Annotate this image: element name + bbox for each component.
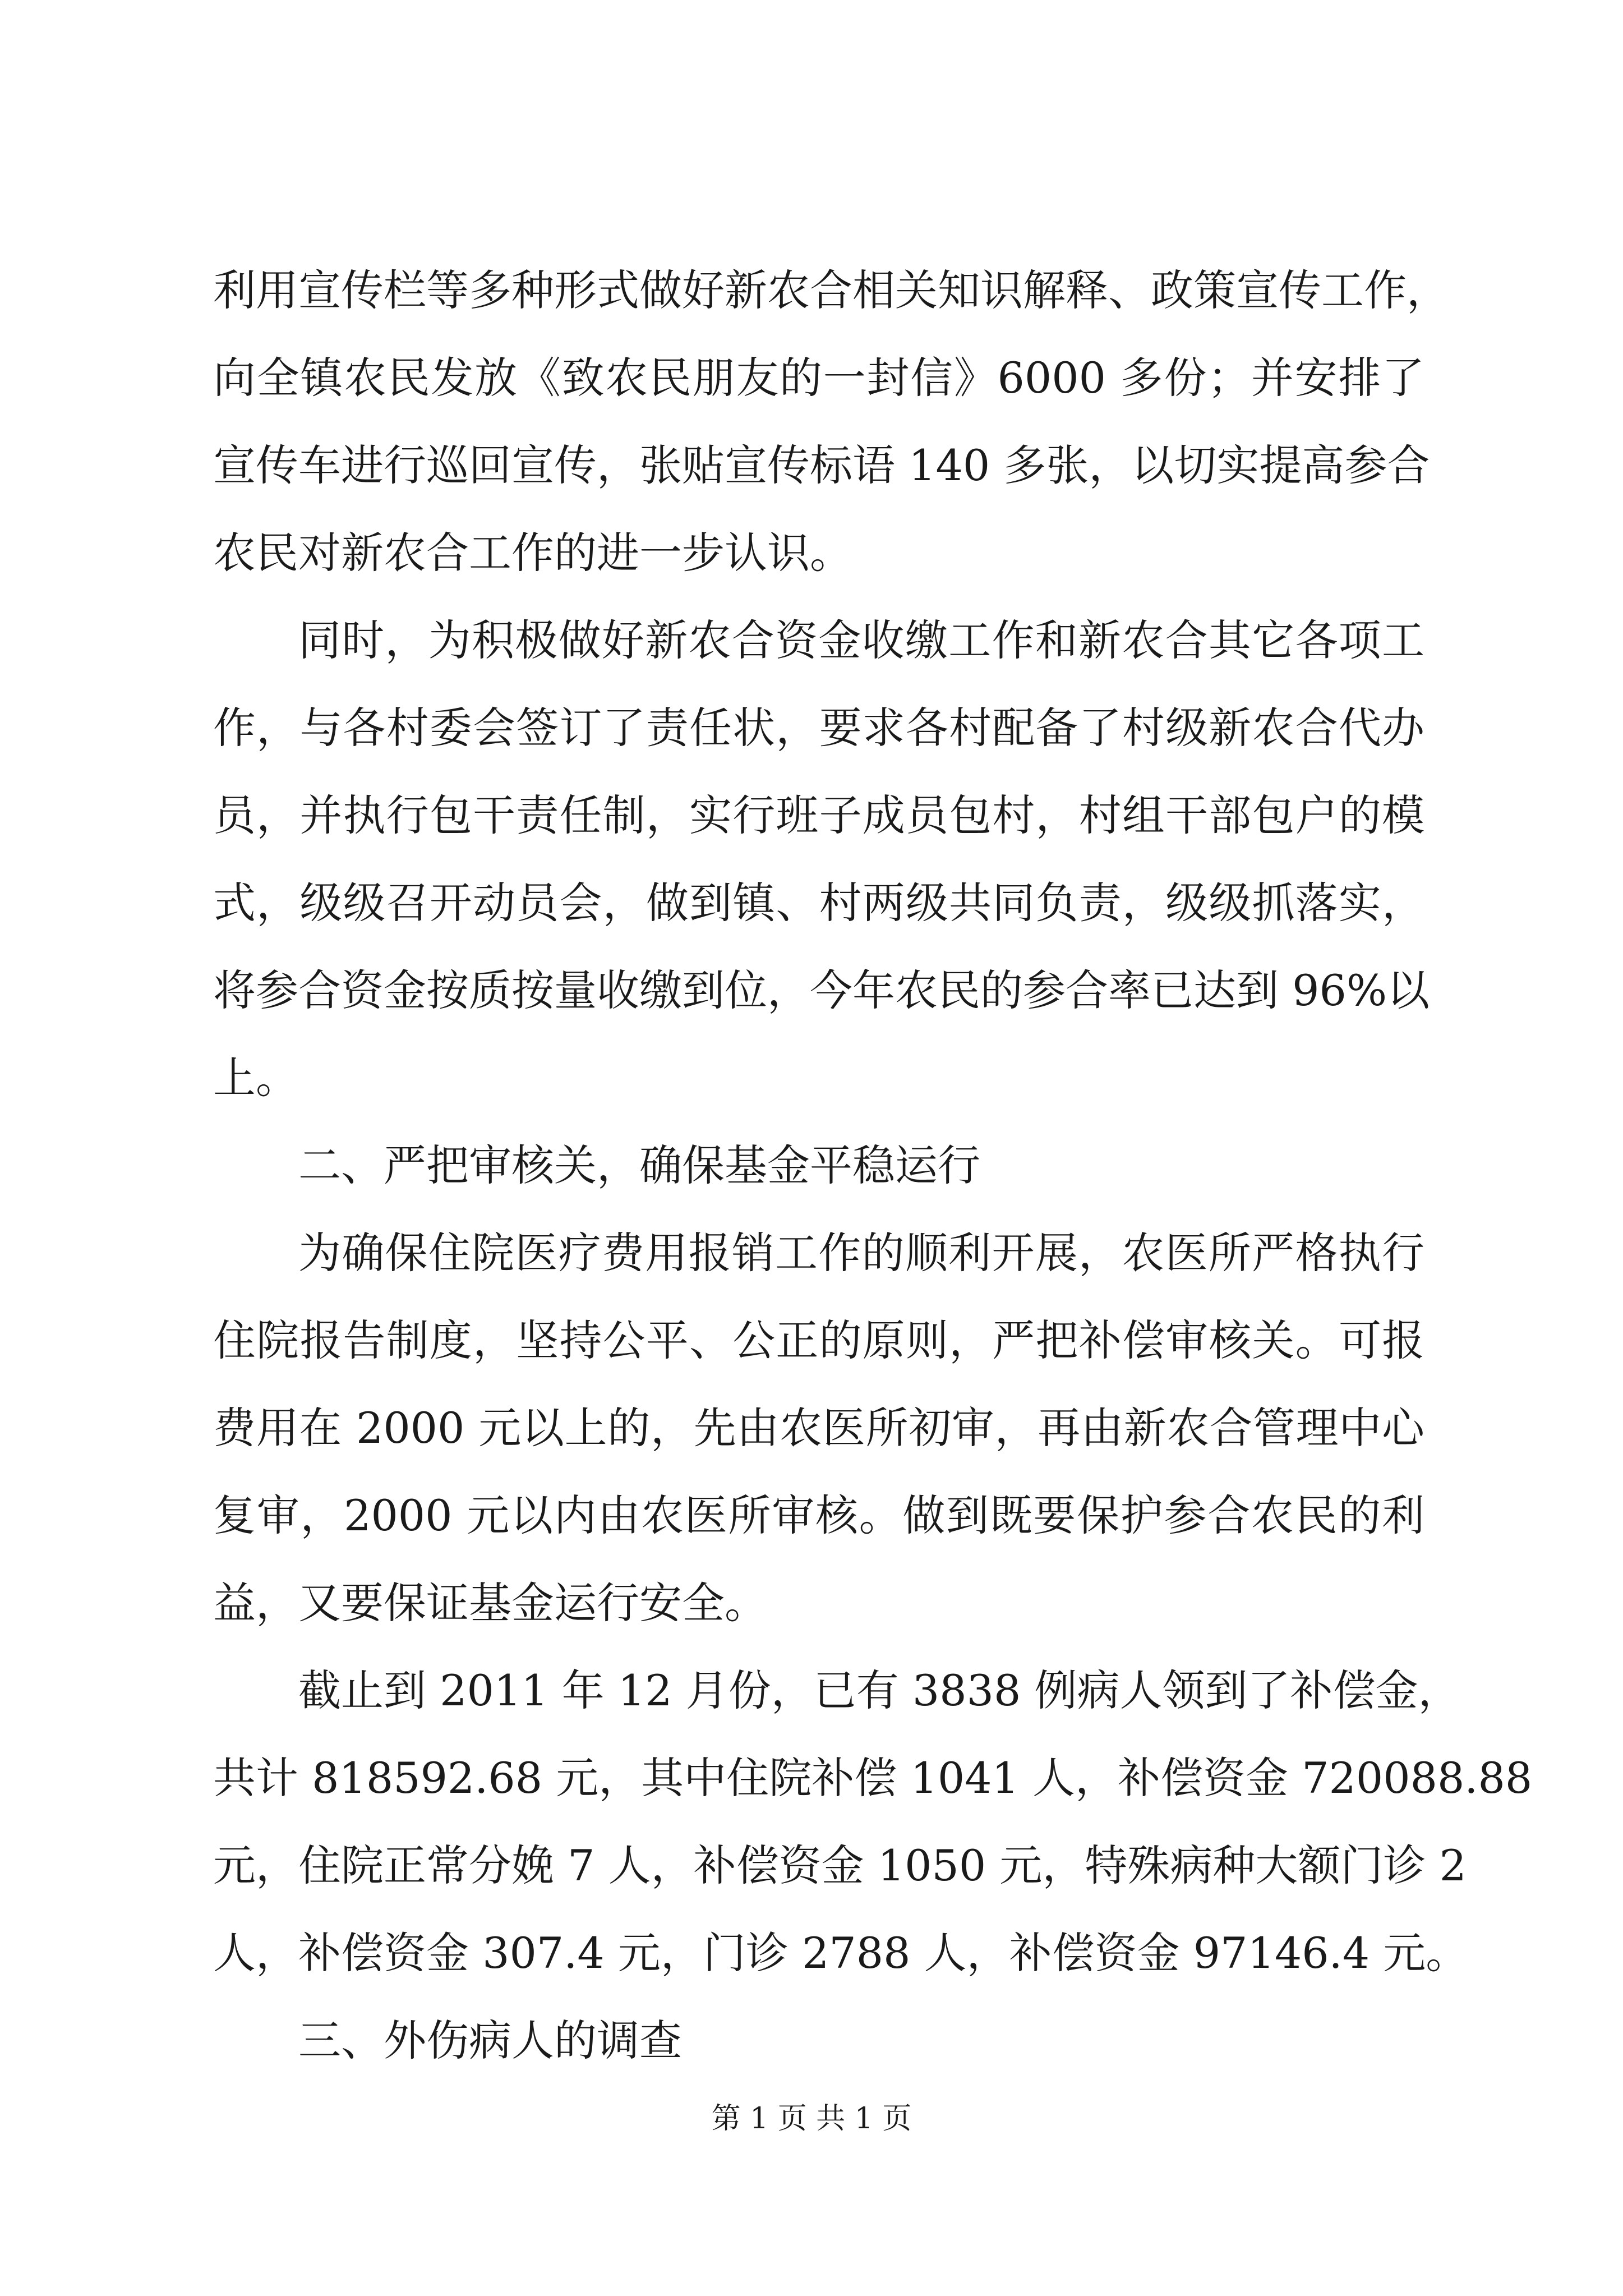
body-line: 复审，2000 元以内由农医所审核。做到既要保护参合农民的利 xyxy=(213,1490,1424,1540)
section-heading: 三、外伤病人的调查 xyxy=(298,2016,682,2065)
body-line: 将参合资金按质按量收缴到位，今年农民的参合率已达到 96%以 xyxy=(213,965,1430,1015)
body-line: 利用宣传栏等多种形式做好新农合相关知识解释、政策宣传工作， xyxy=(213,265,1449,315)
page-number-label: 第 1 页 共 1 页 xyxy=(711,2102,912,2136)
body-line: 元，住院正常分娩 7 人，补偿资金 1050 元，特殊病种大额门诊 2 xyxy=(213,1841,1467,1890)
body-line: 人，补偿资金 307.4 元，门诊 2788 人，补偿资金 97146.4 元。 xyxy=(213,1928,1469,1978)
body-line: 费用在 2000 元以上的，先由农医所初审，再由新农合管理中心 xyxy=(213,1403,1424,1453)
body-line: 作，与各村委会签订了责任状，要求各村配备了村级新农合代办 xyxy=(213,703,1424,753)
body-line: 上。 xyxy=(213,1053,298,1103)
body-line: 员，并执行包干责任制，实行班子成员包村，村组干部包户的模 xyxy=(213,790,1424,840)
document-body xyxy=(213,247,1533,2085)
body-line: 同时，为积极做好新农合资金收缴工作和新农合其它各项工 xyxy=(298,615,1424,665)
page-footer xyxy=(0,2099,1623,2138)
body-line: 截止到 2011 年 12 月份，已有 3838 例病人领到了补偿金， xyxy=(298,1665,1461,1715)
body-line: 农民对新农合工作的进一步认识。 xyxy=(213,528,852,578)
section-heading: 二、严把审核关，确保基金平稳运行 xyxy=(298,1140,980,1190)
body-line: 住院报告制度，坚持公平、公正的原则，严把补偿审核关。可报 xyxy=(213,1315,1424,1365)
body-line: 式，级级召开动员会，做到镇、村两级共同负责，级级抓落实， xyxy=(213,878,1424,928)
body-line: 益，又要保证基金运行安全。 xyxy=(213,1578,767,1628)
body-line: 宣传车进行巡回宣传，张贴宣传标语 140 多张，以切实提高参合 xyxy=(213,440,1430,490)
body-line: 共计 818592.68 元，其中住院补偿 1041 人，补偿资金 720088.88 xyxy=(213,1753,1533,1803)
body-line: 向全镇农民发放《致农民朋友的一封信》6000 多份；并安排了 xyxy=(213,353,1424,403)
body-line: 为确保住院医疗费用报销工作的顺利开展，农医所严格执行 xyxy=(298,1228,1424,1278)
